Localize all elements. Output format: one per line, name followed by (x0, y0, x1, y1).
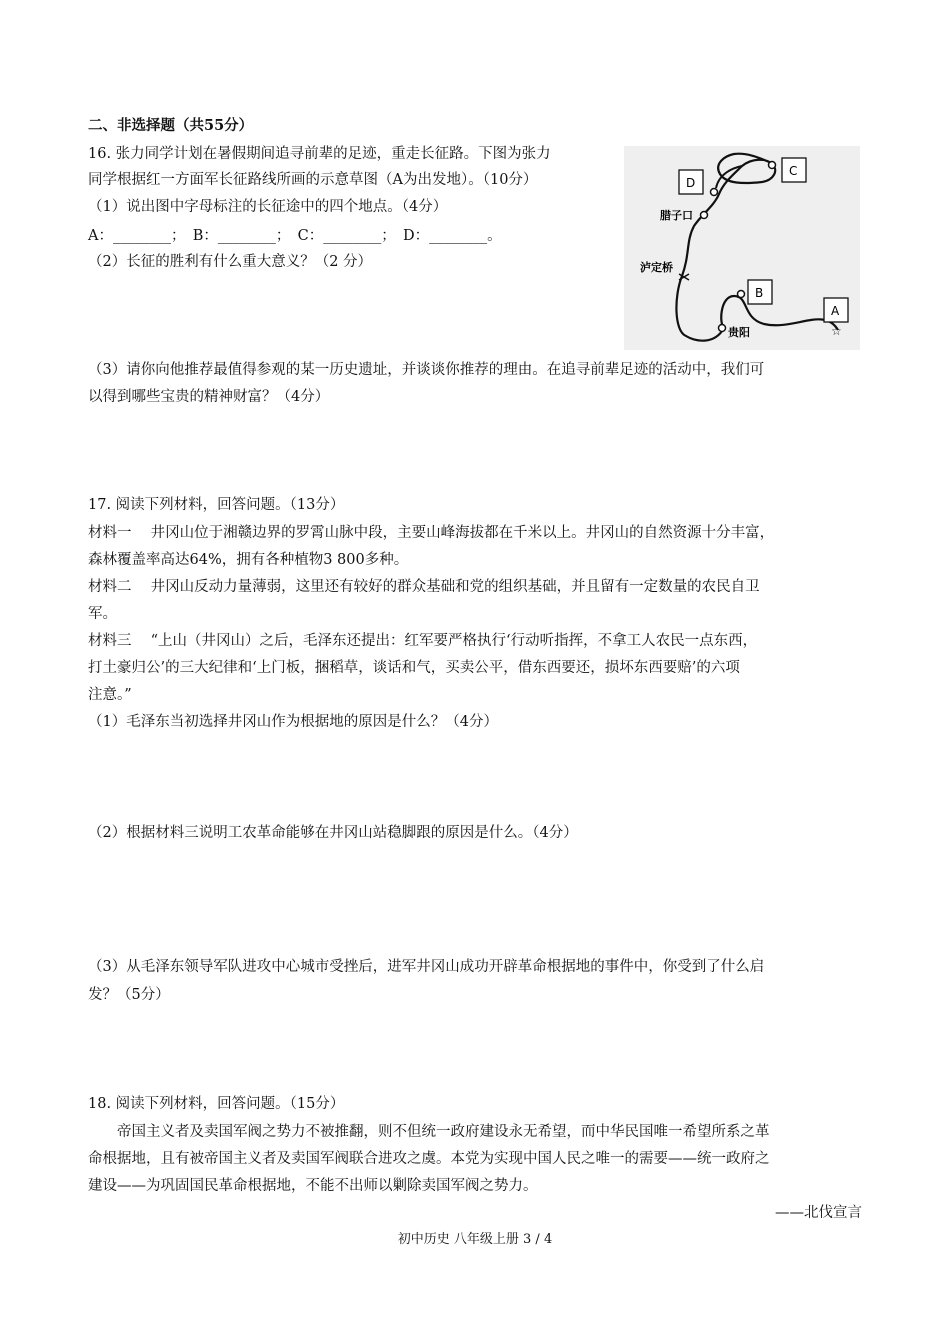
page-footer: 初中历史 八年级上册 3 / 4 (397, 1232, 553, 1247)
start-star: ☆ (831, 324, 842, 338)
guiyang-dot (719, 325, 726, 332)
q16-line2: 同学根据红一方面军长征路线所画的示意草图（A为出发地）。（10分） (88, 172, 538, 188)
place-guiyang: 贵阳 (728, 326, 750, 339)
q16-sub3-line1: （3）请你向他推荐最值得参观的某一历史遗址，并谈谈你推荐的理由。在追寻前辈足迹的活动中，我们可 (88, 362, 765, 378)
q18-paragraph-line3: 建设——为巩固国民革命根据地，不能不出师以剿除卖国军阀之势力。 (88, 1178, 538, 1194)
q17-m3-line2: 打土豪归公’的三大纪律和‘上门板，捆稻草，谈话和气，买卖公平，借东西要还，损坏东西要赔’的六项 (88, 660, 740, 676)
q17-title: 17. 阅读下列材料，回答问题。（13分） (88, 497, 345, 513)
q17-m3-line1: 材料三 “上山（井冈山）之后，毛泽东还提出：红军要严格执行‘行动听指挥，不拿工人农民一点东西， (88, 633, 758, 649)
q16-sub3-line2: 以得到哪些宝贵的精神财富？（4分） (88, 389, 330, 405)
label-a: A (831, 304, 840, 318)
q17-sub2: （2）根据材料三说明工农革命能够在井冈山站稳脚跟的原因是什么。（4分） (88, 825, 578, 841)
q16-blanks: A：________； B：________； C：________； D：________。 (88, 228, 502, 244)
label-c: C (789, 164, 798, 178)
q16-line1: 16. 张力同学计划在暑假期间追寻前辈的足迹，重走长征路。下图为张力 (88, 146, 551, 162)
q18-paragraph-line1: 帝国主义者及卖国军阀之势力不被推翻，则不但统一政府建设永无希望，而中华民国唯一希望所系之革 (117, 1124, 770, 1140)
section-title: 二、非选择题（共55分） (88, 117, 254, 134)
label-d: D (686, 176, 696, 190)
q17-m1-line2: 森林覆盖率高达64%，拥有各种植物3 800多种。 (88, 552, 409, 568)
q18-paragraph-line2: 命根据地，且有被帝国主义者及卖国军阀联合进攻之虞。本党为实现中国人民之唯一的需要——统一政府之 (88, 1151, 770, 1167)
long-march-route-sketch (624, 146, 860, 350)
q17-m2-line2: 军。 (88, 606, 117, 622)
long-march-map (624, 146, 860, 350)
q17-m1-line1: 材料一 井冈山位于湘赣边界的罗霄山脉中段，主要山峰海拔都在千米以上。井冈山的自然资源十分丰富， (88, 525, 775, 541)
place-lazikou: 腊子口 (660, 209, 693, 222)
q17-sub3-line1: （3）从毛泽东领导军队进攻中心城市受挫后，进军井冈山成功开辟革命根据地的事件中，你受到了什么启 (88, 959, 765, 975)
label-b: B (755, 286, 764, 300)
q18-source: ——北伐宣言 (775, 1205, 862, 1221)
q17-sub3-line2: 发？（5分） (88, 987, 170, 1003)
q17-m2-line1: 材料二 井冈山反动力量薄弱，这里还有较好的群众基础和党的组织基础，并且留有一定数量的农民自卫 (88, 579, 760, 595)
q16-sub2: （2）长征的胜利有什么重大意义？（2 分） (88, 254, 373, 270)
q17-sub1: （1）毛泽东当初选择井冈山作为根据地的原因是什么？（4分） (88, 714, 498, 730)
q16-sub1: （1）说出图中字母标注的长征途中的四个地点。（4分） (88, 199, 448, 215)
d-dot (711, 189, 718, 196)
place-ludingqiao: 泸定桥 (640, 261, 673, 274)
b-dot (738, 291, 745, 298)
q17-m3-line3: 注意。” (88, 687, 132, 703)
lazikou-dot (701, 212, 708, 219)
q18-title: 18. 阅读下列材料，回答问题。（15分） (88, 1096, 345, 1112)
c-dot (769, 162, 776, 169)
